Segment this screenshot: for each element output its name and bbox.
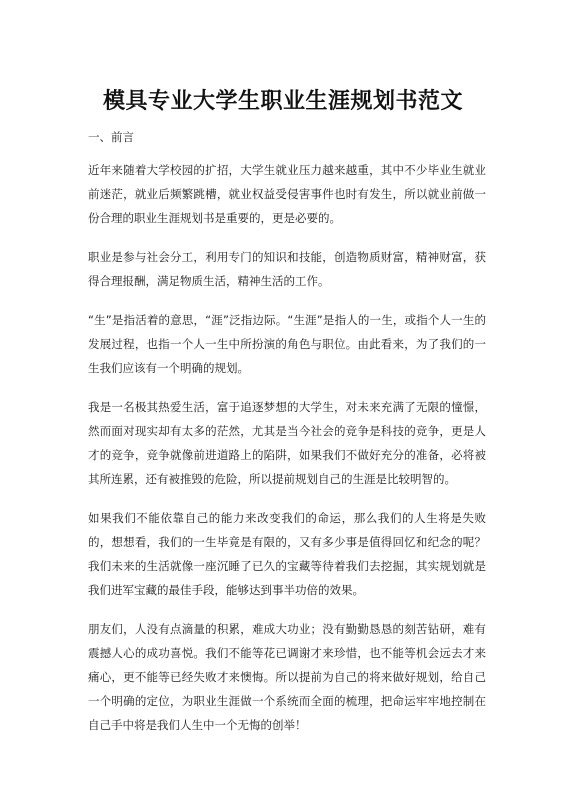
paragraph-4: 我是一名极其热爱生活，富于追逐梦想的大学生，对未来充满了无限的憧憬，然而面对现实却有太多的茫然，尤其是当今社会的竞争是科技的竞争，更是人才的竞争，竞争就像前进道路上的陷阱，如果我们不做好充分的准备，必将被其所连累，还有被推毁的危险，所以提前规划自己的生涯是比较明智的。 [88, 400, 486, 486]
paragraph-2: 职业是参与社会分工，利用专门的知识和技能，创造物质财富，精神财富，获得合理报酬，满足物质生活，精神生活的工作。 [88, 250, 486, 288]
paragraph-5: 如果我们不能依靠自己的能力来改变我们的命运，那么我们的人生将是失败的，想想看，我们的一生毕竟是有限的，又有多少事是值得回忆和纪念的呢？我们未来的生活就像一座沉睡了已久的宝藏等待着我们去挖掘，其实规划就是我们进军宝藏的最佳手段，能够达到事半功倍的效果。 [88, 511, 486, 597]
paragraph-3: “生”是指活着的意思，“涯”泛指边际。“生涯”是指人的一生，或指个人一生的发展过程，也指一个人一生中所扮演的角色与职位。由此看来，为了我们的一生我们应该有一个明确的规划。 [88, 313, 486, 375]
section-heading-preface: 一、前言 [88, 130, 134, 144]
paragraph-6: 朋友们，人没有点滴量的积累，难成大功业；没有勤勤恳恳的刻苦钻研，难有震撼人心的成功喜悦。我们不能等花已调谢才来珍惜，也不能等机会远去才来痛心，更不能等已经失败才来懊悔。所以提前为自己的将来做好规划，给自己一个明确的定位，为职业生涯做一个系统而全面的梳理，把命运牢牢地控制在自己手中将是我们人生中一个无悔的创举！ [88, 622, 486, 732]
document-body [88, 158, 486, 752]
document-title: 模具专业大学生职业生涯规划书范文 [102, 88, 463, 114]
paragraph-1: 近年来随着大学校园的扩招，大学生就业压力越来越重，其中不少毕业生就业前迷茫，就业后频繁跳槽，就业权益受侵害事件也时有发生，所以就业前做一份合理的职业生涯规划书是重要的，更是必要的。 [88, 163, 486, 225]
